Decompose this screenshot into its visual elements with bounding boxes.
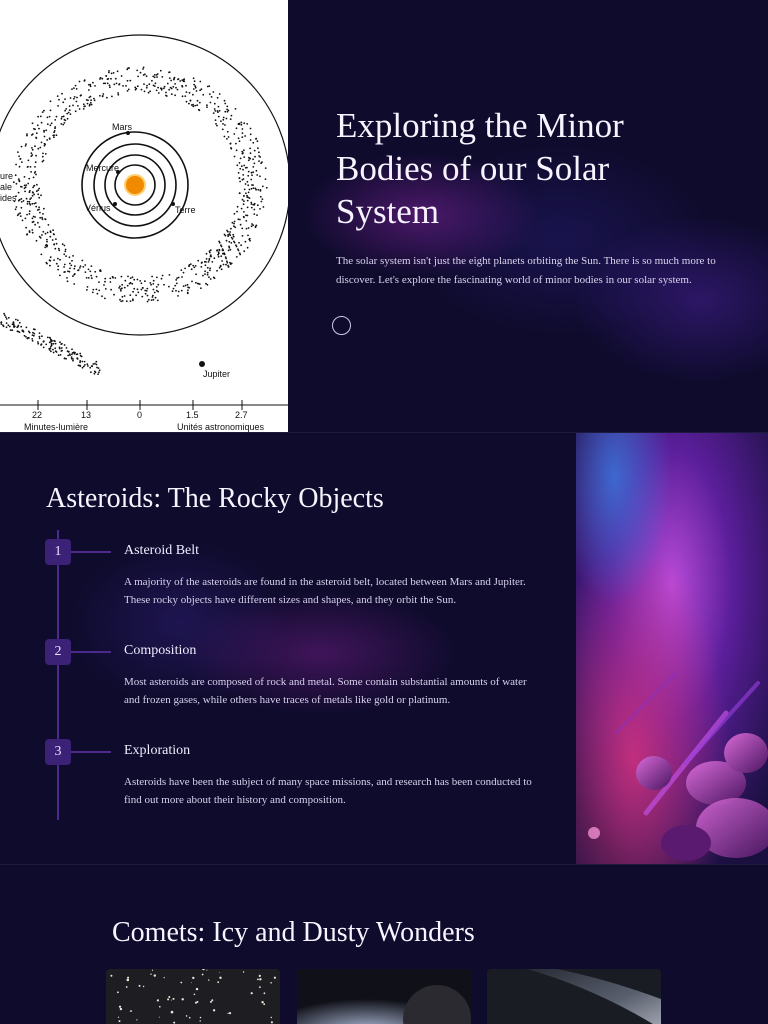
label-edge-1: ure: [0, 171, 14, 181]
hero-slide: [0, 0, 768, 432]
comets-slide: [0, 864, 768, 1024]
step-body: Asteroids have been the subject of many space missions, and research has been conducted to find out more about their history and composition.: [124, 776, 532, 806]
page-title: Exploring the Minor Bodies of our Solar System: [336, 106, 624, 231]
circle-indicator-icon[interactable]: [332, 316, 351, 335]
scale-tick-label: 0: [137, 410, 143, 420]
timeline-connector: [71, 751, 111, 753]
scale-tick-label: 22: [32, 410, 43, 420]
comet-image-starfield: [106, 969, 280, 1024]
step-heading: Composition: [124, 643, 197, 658]
step-number: 3: [45, 739, 71, 765]
label-jupiter: Jupiter: [203, 369, 231, 379]
scale-tick-label: 1.5: [186, 410, 199, 420]
comet-image-glow: [297, 969, 471, 1024]
comets-title: Comets: Icy and Dusty Wonders: [112, 917, 475, 948]
timeline-connector: [71, 651, 111, 653]
asteroids-title: Asteroids: The Rocky Objects: [46, 483, 384, 514]
label-edge-2: ale: [0, 182, 13, 192]
step-heading: Asteroid Belt: [124, 543, 200, 558]
asteroids-artwork-image: [576, 433, 768, 864]
timeline-line: [57, 530, 59, 820]
timeline-connector: [71, 551, 111, 553]
label-venus: Vénus: [85, 203, 111, 213]
label-mars: Mars: [112, 122, 132, 132]
scale-tick-label: 13: [81, 410, 92, 420]
solar-system-diagram: [0, 0, 288, 432]
comet-image-tail: [487, 969, 661, 1024]
hero-description: The solar system isn't just the eight planets orbiting the Sun. There is so much more to discover. Let's explore the fascinating world of minor bodies in our solar system.: [336, 255, 716, 286]
scale-label-au: Unités astronomiques: [177, 422, 265, 432]
label-mercure: Mercure: [86, 163, 120, 173]
step-body: Most asteroids are composed of rock and metal. Some contain substantial amounts of water and frozen gases, while others have traces of metals like gold or platinum.: [124, 676, 527, 706]
scale-label-minutes: Minutes-lumière: [24, 422, 89, 432]
asteroids-slide: [0, 432, 768, 864]
label-edge-3: ides: [0, 193, 17, 203]
step-number: 2: [45, 639, 71, 665]
step-heading: Exploration: [124, 743, 191, 758]
scale-tick-label: 2.7: [235, 410, 248, 420]
step-body: A majority of the asteroids are found in the asteroid belt, located between Mars and Jupiter. These rocky objects have different sizes and shapes, and they orbit the Sun.: [124, 576, 526, 606]
sun-icon: [125, 175, 145, 195]
label-terre: Terre: [175, 205, 196, 215]
step-number: 1: [45, 539, 71, 565]
